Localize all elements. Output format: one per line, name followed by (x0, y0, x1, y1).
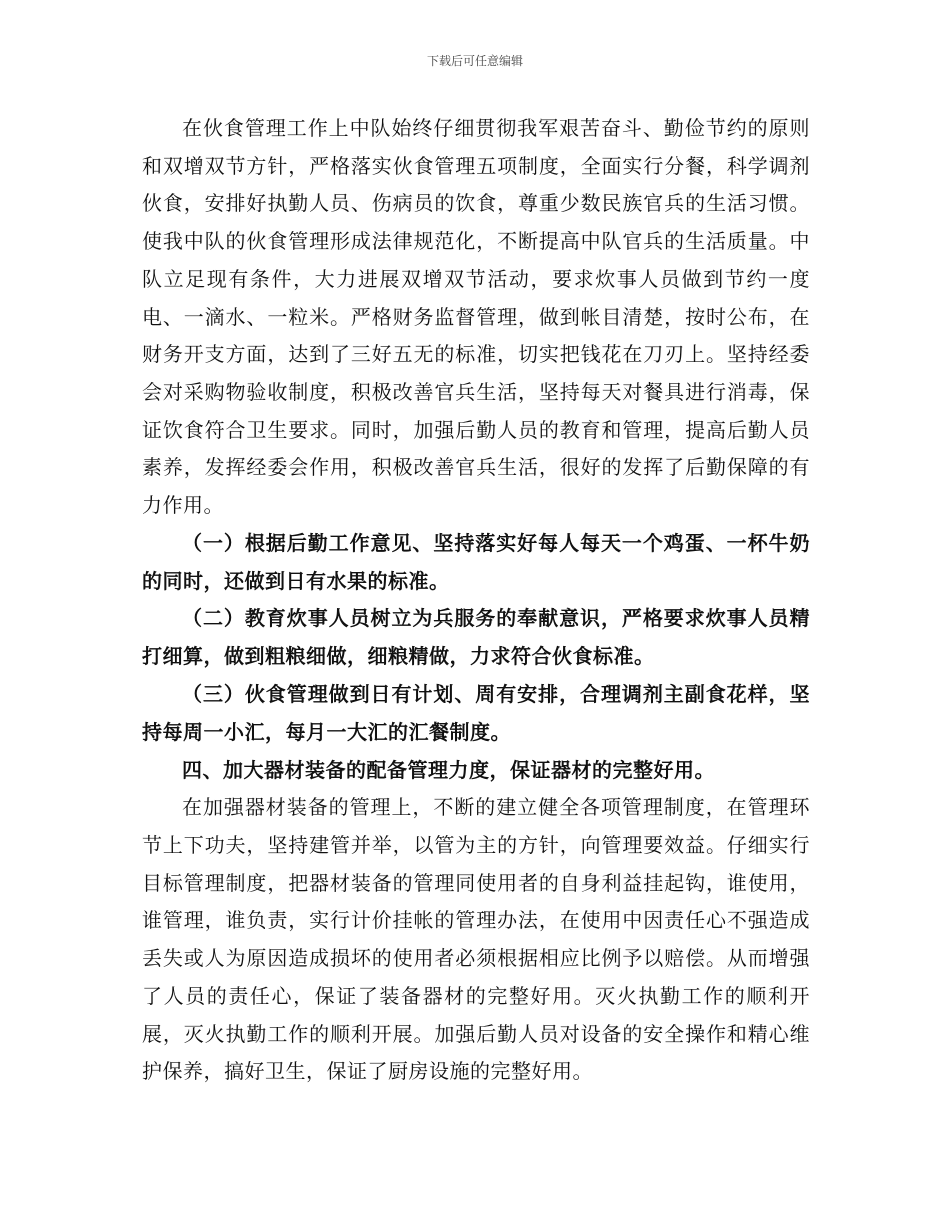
document-body (142, 110, 810, 1091)
page-header: 下载后可任意编辑 (426, 54, 523, 68)
paragraph-item-2: （二）教育炊事人员树立为兵服务的奉献意识，严格要求炊事人员精打细算，做到粗粮细做，细粮精做，力求符合伙食标准。 (142, 606, 810, 669)
paragraph-item-3: （三）伙食管理做到日有计划、周有安排，合理调剂主副食花样，坚持每周一小汇，每月一大汇的汇餐制度。 (142, 681, 810, 744)
paragraph-food-management: 在伙食管理工作上中队始终仔细贯彻我军艰苦奋斗、勤俭节约的原则和双增双节方针，严格落实伙食管理五项制度，全面实行分餐，科学调剂伙食，安排好执勤人员、伤病员的饮食，尊重少数民族官兵的生活习惯。使我中队的伙食管理形成法律规范化，不断提高中队官兵的生活质量。中队立足现有条件，大力进展双增双节活动，要求炊事人员做到节约一度电、一滴水、一粒米。严格财务监督管理，做到帐目清楚，按时公布，在财务开支方面，达到了三好五无的标准，切实把钱花在刀刃上。坚持经委会对采购物验收制度，积极改善官兵生活，坚持每天对餐具进行消毒，保证饮食符合卫生要求。同时，加强后勤人员的教育和管理，提高后勤人员素养，发挥经委会作用，积极改善官兵生活，很好的发挥了后勤保障的有力作用。 (142, 116, 810, 518)
paragraph-equipment-management: 在加强器材装备的管理上，不断的建立健全各项管理制度，在管理环节上下功夫，坚持建管并举，以管为主的方针，向管理要效益。仔细实行目标管理制度，把器材装备的管理同使用者的自身利益挂起钩，谁使用，谁管理，谁负责，实行计价挂帐的管理办法，在使用中因责任心不强造成丢失或人为原因造成损坏的使用者必须根据相应比例予以赔偿。从而增强了人员的责任心，保证了装备器材的完整好用。灭火执勤工作的顺利开展，灭火执勤工作的顺利开展。加强后勤人员对设备的安全操作和精心维护保养，搞好卫生，保证了厨房设施的完整好用。 (142, 795, 810, 1084)
paragraph-item-1: （一）根据后勤工作意见、坚持落实好每人每天一个鸡蛋、一杯牛奶的同时，还做到日有水果的标准。 (142, 530, 810, 593)
section-heading-equipment: 四、加大器材装备的配备管理力度，保证器材的完整好用。 (182, 757, 715, 782)
